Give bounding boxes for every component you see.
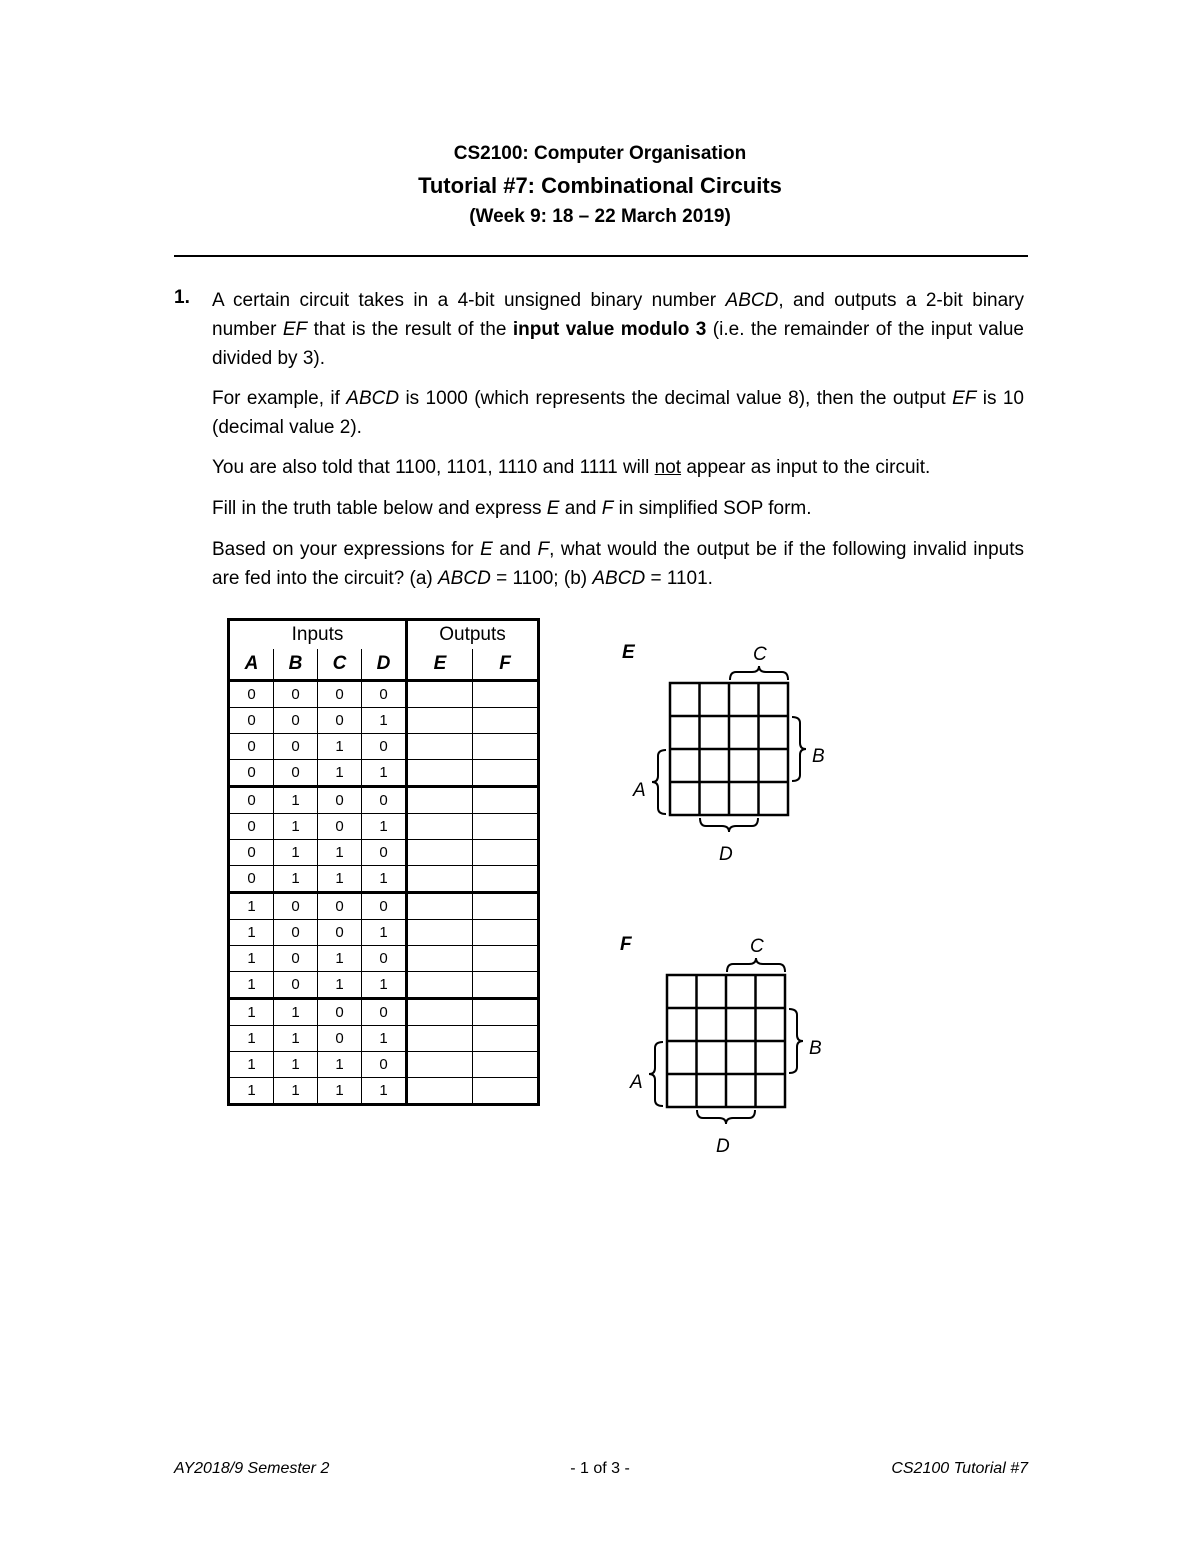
column-header-c: C: [318, 649, 362, 681]
table-cell-b: 0: [274, 946, 318, 972]
truth-table-group-header: [229, 620, 539, 650]
kmap-f: [600, 912, 860, 1172]
truth-table: [227, 618, 540, 1106]
kmap-f-label-b: B: [809, 1038, 822, 1059]
table-cell-d: 1: [362, 972, 407, 999]
table-row: [229, 681, 539, 708]
table-cell-b: 1: [274, 787, 318, 814]
table-cell-b: 0: [274, 893, 318, 920]
table-cell-b: 1: [274, 814, 318, 840]
table-cell-b: 0: [274, 920, 318, 946]
table-cell-a: 0: [229, 840, 274, 866]
kmap-f-label-c: C: [750, 936, 764, 957]
kmap-f-brace-b: [789, 1009, 803, 1073]
table-cell-b: 0: [274, 681, 318, 708]
table-cell-d: 0: [362, 999, 407, 1026]
table-cell-c: 0: [318, 681, 362, 708]
table-row: [229, 972, 539, 999]
table-cell-b: 1: [274, 866, 318, 893]
table-cell-c: 1: [318, 1078, 362, 1105]
column-header-b: B: [274, 649, 318, 681]
table-row: [229, 1052, 539, 1078]
footer-semester: AY2018/9 Semester 2: [174, 1460, 330, 1477]
table-cell-a: 1: [229, 972, 274, 999]
column-header-d: D: [362, 649, 407, 681]
table-cell-d: 1: [362, 866, 407, 893]
table-cell-a: 1: [229, 999, 274, 1026]
output-cell-e[interactable]: [407, 787, 473, 814]
table-cell-c: 1: [318, 946, 362, 972]
table-row: [229, 760, 539, 787]
table-cell-d: 1: [362, 1078, 407, 1105]
table-cell-d: 1: [362, 708, 407, 734]
output-cell-f[interactable]: [473, 708, 539, 734]
kmap-e-brace-c: [730, 666, 788, 680]
output-cell-e[interactable]: [407, 734, 473, 760]
table-row: [229, 814, 539, 840]
kmap-e-label-d: D: [719, 844, 733, 865]
output-cell-e[interactable]: [407, 1052, 473, 1078]
table-cell-c: 0: [318, 920, 362, 946]
output-cell-f[interactable]: [473, 866, 539, 893]
output-cell-f[interactable]: [473, 787, 539, 814]
table-cell-c: 1: [318, 1052, 362, 1078]
output-cell-e[interactable]: [407, 708, 473, 734]
table-cell-a: 0: [229, 681, 274, 708]
table-cell-d: 0: [362, 734, 407, 760]
table-cell-b: 1: [274, 999, 318, 1026]
output-cell-f[interactable]: [473, 999, 539, 1026]
table-cell-b: 0: [274, 972, 318, 999]
table-row: [229, 1078, 539, 1105]
table-cell-b: 1: [274, 840, 318, 866]
output-cell-e[interactable]: [407, 840, 473, 866]
kmap-e-label-c: C: [753, 644, 767, 665]
kmap-e-brace-a: [652, 750, 666, 814]
table-cell-b: 1: [274, 1052, 318, 1078]
kmap-e-brace-b: [792, 717, 806, 781]
output-cell-f[interactable]: [473, 840, 539, 866]
kmap-f-brace-d: [697, 1110, 755, 1124]
table-cell-a: 0: [229, 760, 274, 787]
table-cell-a: 0: [229, 734, 274, 760]
table-cell-c: 0: [318, 1026, 362, 1052]
kmap-f-label-d: D: [716, 1136, 730, 1157]
table-cell-c: 1: [318, 866, 362, 893]
week-subtitle: (Week 9: 18 – 22 March 2019): [469, 206, 731, 227]
kmap-f-name: F: [620, 934, 632, 955]
question-paragraph-1: A certain circuit takes in a 4-bit unsigned binary number ABCD, and outputs a 2-bit binary number EF that is the result of the input value modulo 3 (i.e. the remainder of the input value divided by 3).: [212, 290, 1025, 369]
output-cell-e[interactable]: [407, 1078, 473, 1105]
table-cell-b: 1: [274, 1078, 318, 1105]
kmap-e-grid: [670, 683, 788, 815]
table-cell-d: 1: [362, 760, 407, 787]
table-cell-d: 0: [362, 893, 407, 920]
question-paragraph-2: For example, if ABCD is 1000 (which represents the decimal value 8), then the output EF is 10 (decimal value 2).: [212, 388, 1024, 438]
table-cell-d: 1: [362, 1026, 407, 1052]
output-cell-f[interactable]: [473, 920, 539, 946]
output-cell-f[interactable]: [473, 681, 539, 708]
table-cell-b: 0: [274, 760, 318, 787]
question-paragraph-4: Fill in the truth table below and express E and F in simplified SOP form.: [212, 498, 812, 519]
question-paragraph-3: You are also told that 1100, 1101, 1110 and 1111 will not appear as input to the circuit.: [212, 457, 931, 478]
output-cell-f[interactable]: [473, 1052, 539, 1078]
table-cell-d: 1: [362, 920, 407, 946]
table-cell-d: 1: [362, 814, 407, 840]
output-cell-e[interactable]: [407, 972, 473, 999]
output-cell-e[interactable]: [407, 920, 473, 946]
table-row: [229, 920, 539, 946]
tutorial-title: Tutorial #7: Combinational Circuits: [418, 173, 782, 198]
table-cell-a: 1: [229, 920, 274, 946]
table-cell-c: 1: [318, 972, 362, 999]
table-cell-c: 0: [318, 893, 362, 920]
table-cell-a: 1: [229, 1078, 274, 1105]
table-cell-d: 0: [362, 840, 407, 866]
table-cell-c: 0: [318, 999, 362, 1026]
table-row: [229, 734, 539, 760]
kmap-f-label-a: A: [630, 1072, 643, 1093]
kmap-f-brace-c: [727, 958, 785, 972]
header-divider: [174, 255, 1028, 257]
table-cell-b: 0: [274, 708, 318, 734]
table-row: [229, 893, 539, 920]
output-cell-e[interactable]: [407, 760, 473, 787]
table-row: [229, 708, 539, 734]
kmap-e: [600, 620, 860, 880]
kmap-f-grid: [667, 975, 785, 1107]
table-row: [229, 787, 539, 814]
table-cell-a: 1: [229, 893, 274, 920]
output-cell-e[interactable]: [407, 999, 473, 1026]
output-cell-f[interactable]: [473, 814, 539, 840]
output-cell-f[interactable]: [473, 893, 539, 920]
output-cell-e[interactable]: [407, 893, 473, 920]
kmap-e-name: E: [622, 642, 635, 663]
table-cell-d: 0: [362, 946, 407, 972]
question-number: 1.: [174, 287, 190, 308]
table-row: [229, 840, 539, 866]
kmap-f-brace-a: [649, 1042, 663, 1106]
output-cell-f[interactable]: [473, 734, 539, 760]
table-cell-d: 0: [362, 1052, 407, 1078]
question-paragraph-5: Based on your expressions for E and F, what would the output be if the following invalid inputs are fed into the circuit? (a) ABCD = 1100; (b) ABCD = 1101.: [212, 539, 1024, 589]
table-cell-a: 1: [229, 1026, 274, 1052]
course-title: CS2100: Computer Organisation: [453, 143, 747, 164]
footer-page-number: - 1 of 3 -: [570, 1460, 630, 1477]
table-row: [229, 999, 539, 1026]
kmap-e-label-b: B: [812, 746, 825, 767]
table-cell-a: 0: [229, 814, 274, 840]
table-cell-a: 1: [229, 946, 274, 972]
kmap-e-brace-d: [700, 818, 758, 832]
column-header-f: F: [473, 649, 539, 681]
column-header-e: E: [407, 649, 473, 681]
table-cell-a: 1: [229, 1052, 274, 1078]
output-cell-e[interactable]: [407, 946, 473, 972]
column-header-a: A: [229, 649, 274, 681]
table-cell-a: 0: [229, 787, 274, 814]
output-cell-f[interactable]: [473, 946, 539, 972]
table-cell-a: 0: [229, 708, 274, 734]
outputs-header: Outputs: [407, 620, 539, 650]
output-cell-f[interactable]: [473, 1026, 539, 1052]
table-row: [229, 866, 539, 893]
output-cell-e[interactable]: [407, 814, 473, 840]
output-cell-e[interactable]: [407, 1026, 473, 1052]
output-cell-f[interactable]: [473, 972, 539, 999]
table-cell-c: 0: [318, 708, 362, 734]
output-cell-e[interactable]: [407, 866, 473, 893]
output-cell-f[interactable]: [473, 1078, 539, 1105]
table-cell-c: 1: [318, 840, 362, 866]
table-cell-c: 1: [318, 734, 362, 760]
output-cell-f[interactable]: [473, 760, 539, 787]
table-cell-c: 0: [318, 787, 362, 814]
inputs-header: Inputs: [229, 620, 407, 650]
truth-table-column-header: [229, 649, 539, 681]
table-row: [229, 946, 539, 972]
table-cell-b: 1: [274, 1026, 318, 1052]
kmap-e-label-a: A: [633, 780, 646, 801]
table-cell-a: 0: [229, 866, 274, 893]
table-cell-c: 0: [318, 814, 362, 840]
table-cell-d: 0: [362, 681, 407, 708]
output-cell-e[interactable]: [407, 681, 473, 708]
table-row: [229, 1026, 539, 1052]
table-cell-c: 1: [318, 760, 362, 787]
table-cell-b: 0: [274, 734, 318, 760]
footer-course-tutorial: CS2100 Tutorial #7: [891, 1460, 1028, 1477]
table-cell-d: 0: [362, 787, 407, 814]
